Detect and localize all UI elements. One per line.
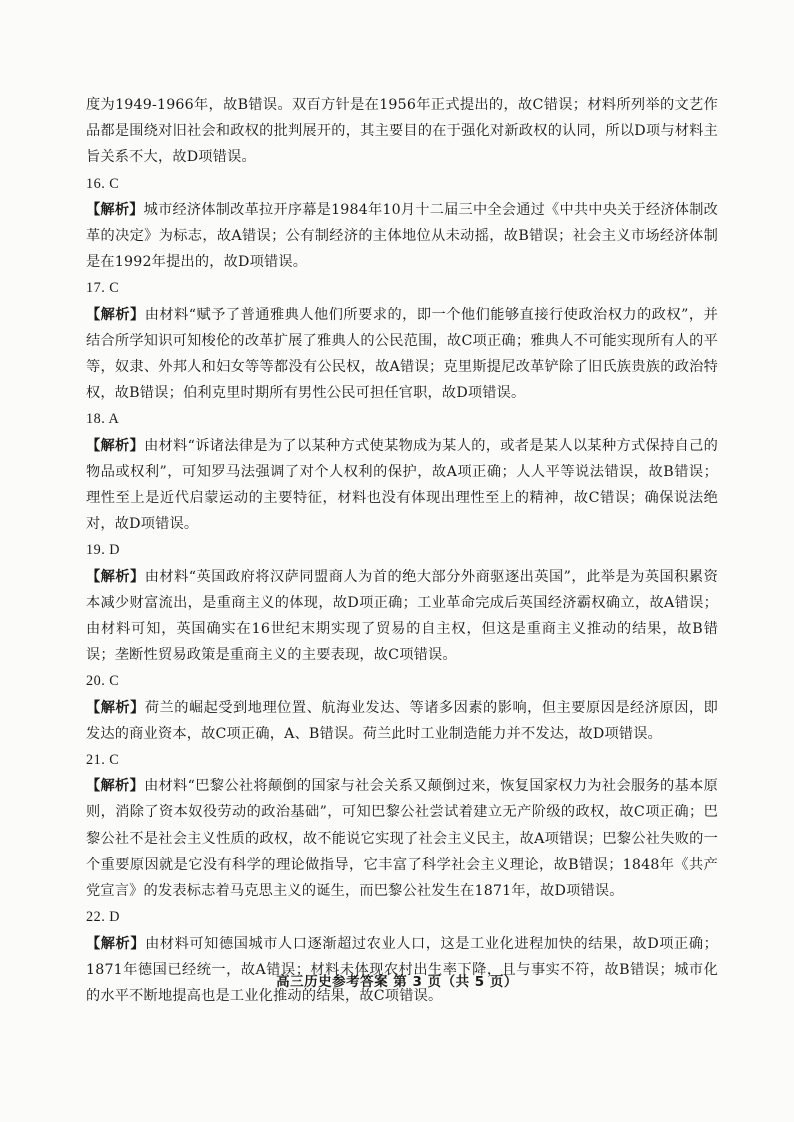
answer-number: 19. D (86, 542, 121, 559)
answer-item-22 (86, 904, 718, 1009)
analysis-tag: 【解析】 (86, 437, 145, 454)
analysis-paragraph (86, 695, 718, 747)
answer-content (86, 92, 718, 1009)
analysis-paragraph (86, 773, 718, 904)
answer-number: 18. A (86, 411, 120, 428)
analysis-tag: 【解析】 (86, 699, 145, 716)
analysis-text: 由材料可知德国城市人口逐渐超过农业人口，这是工业化进程加快的结果，故D项正确；1871年德国已经统一，故A错误；材料未体现农村出生率下降，且与事实不符，故B错误；城市化的水平不断地提高也是工业化推动的结果，故C项错误。 (86, 935, 718, 1004)
answer-number: 21. C (86, 752, 120, 769)
answer-item-19 (86, 537, 718, 668)
analysis-paragraph (86, 302, 718, 407)
answer-item-21 (86, 747, 718, 904)
analysis-tag: 【解析】 (86, 935, 146, 952)
analysis-tag: 【解析】 (86, 306, 145, 323)
answer-number: 22. D (86, 909, 121, 926)
analysis-text: 城市经济体制改革拉开序幕是1984年10月十二届三中全会通过《中共中央关于经济体制改革的决定》为标志，故A错误；公有制经济的主体地位从未动摇，故B错误；社会主义市场经济体制是在1992年提出的，故D项错误。 (86, 201, 718, 271)
answer-number: 20. C (86, 673, 120, 690)
analysis-paragraph (86, 564, 718, 669)
analysis-text: 荷兰的崛起受到地理位置、航海业发达、等诸多因素的影响，但主要原因是经济原因，即发达的商业资本，故C项正确，A、B错误。荷兰此时工业制造能力并不发达，故D项错误。 (86, 699, 718, 742)
intro-paragraph: 度为1949-1966年，故B错误。双百方针是在1956年正式提出的，故C错误；材料所列举的文艺作品都是围绕对旧社会和政权的批判展开的，其主要目的在于强化对新政权的认同，所以D项与材料主旨关系不大，故D项错误。 (86, 97, 718, 166)
answer-item-16 (86, 171, 718, 276)
page-footer: 高三历史参考答案 第 3 页（共 5 页） (276, 974, 518, 990)
analysis-paragraph (86, 197, 718, 276)
analysis-text: 由材料“赋予了普通雅典人他们所要求的，即一个他们能够直接行使政治权力的政权”，并结合所学知识可知梭伦的改革扩展了雅典人的公民范围，故C项正确；雅典人不可能实现所有人的平等，奴隶、外邦人和妇女等等都没有公民权，故A错误；克里斯提尼改革铲除了旧氏族贵族的政治特权，故B错误；伯利克里时期所有男性公民可担任官职，故D项错误。 (86, 306, 718, 402)
answer-number: 16. C (86, 175, 120, 192)
answer-number: 17. C (86, 280, 120, 297)
analysis-text: 由材料“英国政府将汉萨同盟商人为首的绝大部分外商驱逐出英国”，此举是为英国积累资本减少财富流出，是重商主义的体现，故D项正确；工业革命完成后英国经济霸权确立，故A错误；由材料可知，英国确实在16世纪末期实现了贸易的自主权，但这是重商主义推动的结果，故B错误；垄断性贸易政策是重商主义的主要表现，故C项错误。 (86, 568, 718, 664)
analysis-tag: 【解析】 (86, 568, 145, 585)
analysis-paragraph (86, 433, 718, 538)
analysis-tag: 【解析】 (86, 201, 144, 218)
analysis-tag: 【解析】 (86, 778, 145, 795)
answer-item-20 (86, 668, 718, 747)
analysis-text: 由材料“诉诸法律是为了以某种方式使某物成为某人的，或者是某人以某种方式保持自己的物品或权利”，可知罗马法强调了对个人权利的保护，故A项正确；人人平等说法错误，故B错误；理性至上是近代启蒙运动的主要特征，材料也没有体现出理性至上的精神，故C错误；确保说法绝对，故D项错误。 (86, 437, 718, 533)
answer-item-17 (86, 275, 718, 406)
analysis-text: 由材料“巴黎公社将颠倒的国家与社会关系又颠倒过来，恢复国家权力为社会服务的基本原则，消除了资本奴役劳动的政治基础”，可知巴黎公社尝试着建立无产阶级的政权，故C项正确；巴黎公社不是社会主义性质的政权，故不能说它实现了社会主义民主，故A项错误；巴黎公社失败的一个重要原因就是它没有科学的理论做指导，它丰富了科学社会主义理论，故B错误；1848年《共产党宣言》的发表标志着马克思主义的诞生，而巴黎公社发生在1871年，故D项错误。 (86, 778, 718, 900)
answer-item-18 (86, 406, 718, 537)
